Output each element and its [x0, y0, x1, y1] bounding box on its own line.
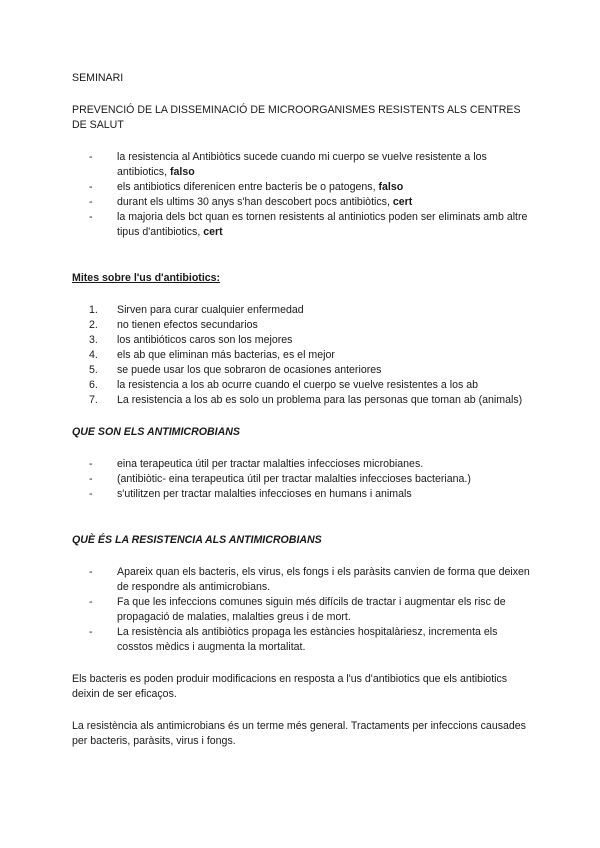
document-page: [72, 71, 532, 749]
fact-verdict: cert: [392, 196, 413, 208]
list-item: [89, 595, 532, 625]
dash-marker: -: [89, 626, 93, 638]
list-item: [89, 333, 532, 348]
fact-verdict: falso: [378, 181, 404, 193]
item-text: La resistència als antibiòtics propaga les estàncies hospitalàriesz, incrementa els cosstos mèdics i augmenta la mortalitat.: [117, 626, 498, 653]
item-text: s'utilitzen per tractar malalties infeccioses en humans i animals: [117, 488, 412, 500]
resistance-list: [72, 565, 532, 655]
item-text: (antibiòtic- eina terapeutica útil per tractar malalties infeccioses bacteriana.): [117, 473, 471, 485]
antimicrobials-list: [72, 457, 532, 502]
list-item: [89, 150, 532, 180]
myth-text: se puede usar los que sobraron de ocasiones anteriores: [117, 364, 382, 376]
dash-marker: -: [89, 181, 93, 193]
resistance-heading: QUÈ ÉS LA RESISTENCIA ALS ANTIMICROBIANS: [72, 534, 322, 546]
myth-text: la resistencia a los ab ocurre cuando el cuerpo se vuelve resistentes a los ab: [117, 379, 478, 391]
dash-marker: -: [89, 473, 93, 485]
doc-heading: PREVENCIÓ DE LA DISSEMINACIÓ DE MICROORGANISMES RESISTENTS ALS CENTRES DE SALUT: [72, 104, 521, 131]
list-item: [89, 303, 532, 318]
fact-verdict: falso: [170, 166, 195, 178]
list-item: [89, 472, 532, 487]
list-item: [89, 625, 532, 655]
list-item: [89, 195, 532, 210]
list-item: [89, 565, 532, 595]
list-item: [89, 378, 532, 393]
dash-marker: -: [89, 566, 93, 578]
paragraph-resistance: La resistència als antimicrobians és un terme més general. Tractaments per infeccions causades per bacteris, paràsits, virus i fongs.: [72, 720, 526, 747]
fact-text: la majoria dels bct quan es tornen resistents al antiniotics poden ser eliminats amb altre tipus d'antibiotics,: [117, 211, 528, 238]
item-text: Apareix quan els bacteris, els virus, els fongs i els paràsits canvien de forma que deixen de respondre als antimicrobians.: [117, 566, 530, 593]
list-item: [89, 363, 532, 378]
list-number: 1.: [89, 304, 98, 316]
list-item: [89, 318, 532, 333]
myth-text: no tienen efectos secundarios: [117, 319, 258, 331]
dash-marker: -: [89, 458, 93, 470]
myth-text: els ab que eliminan más bacterias, es el mejor: [117, 349, 335, 361]
list-item: [89, 180, 532, 195]
antimicrobials-heading: QUE SON ELS ANTIMICROBIANS: [72, 426, 240, 438]
paragraph-bacteria: Els bacteris es poden produir modificacions en resposta a l'us d'antibiotics que els antibiotics deixin de ser eficaços.: [72, 673, 508, 700]
list-number: 5.: [89, 364, 98, 376]
doc-title: SEMINARI: [72, 72, 124, 84]
myths-list: [72, 303, 532, 408]
list-item: [89, 393, 532, 408]
list-number: 4.: [89, 349, 98, 361]
dash-marker: -: [89, 596, 93, 608]
item-text: Fa que les infeccions comunes siguin més difícils de tractar i augmentar els risc de propagació de malaties, malalties greus i de mort.: [117, 596, 506, 623]
list-item: [89, 487, 532, 502]
list-item: [89, 210, 532, 240]
dash-marker: -: [89, 488, 93, 500]
list-item: [89, 457, 532, 472]
dash-marker: -: [89, 196, 93, 208]
fact-verdict: cert: [203, 226, 223, 238]
dash-marker: -: [89, 151, 93, 163]
dash-marker: -: [89, 211, 93, 223]
list-number: 6.: [89, 379, 98, 391]
list-number: 3.: [89, 334, 98, 346]
myth-text: los antibióticos caros son los mejores: [117, 334, 293, 346]
myth-text: La resistencia a los ab es solo un problema para las personas que toman ab (animals): [117, 394, 523, 406]
myths-heading: Mites sobre l'us d'antibiotics:: [72, 272, 221, 284]
list-number: 2.: [89, 319, 98, 331]
fact-text: la resistencia al Antibiòtics sucede cuando mi cuerpo se vuelve resistente a los antibiotics,: [117, 151, 487, 178]
item-text: eina terapeutica útil per tractar malalties infeccioses microbianes.: [117, 458, 424, 470]
fact-text: durant els ultims 30 anys s'han descobert pocs antibiòtics,: [117, 196, 393, 208]
myth-text: Sirven para curar cualquier enfermedad: [117, 304, 304, 316]
list-number: 7.: [89, 394, 98, 406]
facts-list: [72, 150, 532, 240]
fact-text: els antibiotics diferenicen entre bacteris be o patogens,: [117, 181, 379, 193]
list-item: [89, 348, 532, 363]
